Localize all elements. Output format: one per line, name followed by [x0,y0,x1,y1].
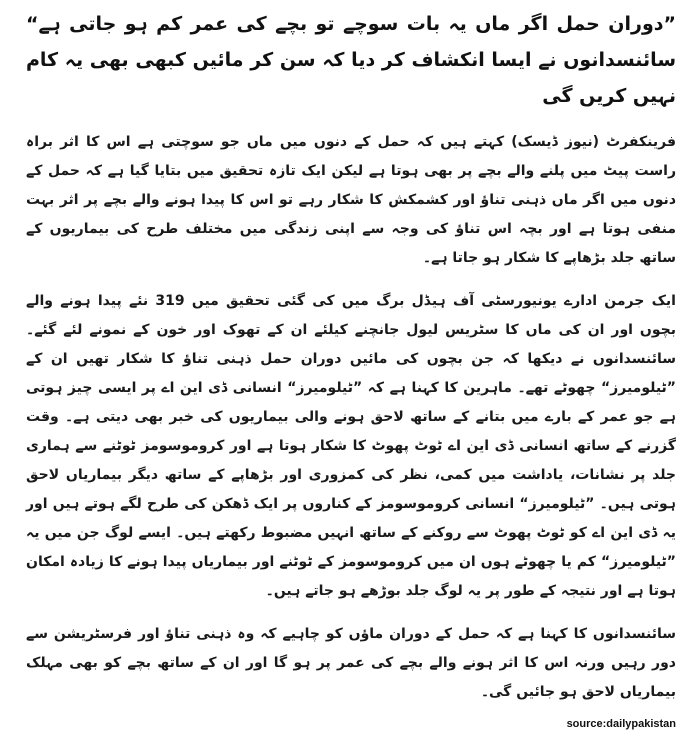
article-paragraph-research: ایک جرمن ادارے یونیورسٹی آف ہیڈل برگ میں کی گئی تحقیق میں 319 نئے پیدا ہونے والے بچوں اور ان کی ماں کا سٹریس لیول جانچنے کیلئے ان کے تھوک اور خون کے نمونے لئے گئے۔ سائنسدانوں نے دیکھا کہ جن بچوں کی مائیں دوران حمل ذہنی تناؤ کا شکار تھیں ان کے ”ٹیلومیرز“ چھوٹے تھے۔ ماہرین کا کہنا ہے کہ ”ٹیلومیرز“ انسانی ڈی این اے پر ایسی چیز ہوتی ہے جو عمر کے بارے میں بتانے کے ساتھ لاحق ہونے والی بیماریوں کی خبر بھی دیتی ہے۔ وقت گزرنے کے ساتھ انسانی ڈی این اے ٹوٹ پھوٹ کا شکار ہوتا ہے اور کروموسومز ٹوٹنے سے ہماری جلد پر نشانات، یاداشت میں کمی، نظر کی کمزوری اور بڑھاپے کے ساتھ دیگر بیماریاں لاحق ہوتی ہیں۔ ”ٹیلومیرز“ انسانی کروموسومز کے کناروں پر ایک ڈھکن کی طرح لگے ہوتے ہیں اور یہ ڈی این اے کو ٹوٹ پھوٹ سے روکنے کے ساتھ انہیں مضبوط رکھتے ہیں۔ ایسے لوگ جن میں یہ ”ٹیلومیرز“ کم یا چھوٹے ہوں ان میں کروموسومز کے ٹوٹنے اور بیماریاں پیدا ہونے کا زیادہ امکان ہوتا ہے اور نتیجہ کے طور پر یہ لوگ جلد بوڑھے ہو جاتے ہیں۔ [26,293,676,599]
article-paragraph-conclusion: سائنسدانوں کا کہنا ہے کہ حمل کے دوران ماؤں کو چاہیے کہ وہ ذہنی تناؤ اور فرسٹریشن سے دور رہیں ورنہ اس کا اثر ہونے والے بچے کی عمر پر ہو گا اور ان کے ساتھ بچے کو بھی مہلک بیماریاں لاحق ہو جائیں گی۔ [26,626,676,700]
article [26,6,676,721]
article-paragraph-intro: فرینکفرٹ (نیوز ڈیسک) کہتے ہیں کہ حمل کے دنوں میں ماں جو سوچتی ہے اس کا اثر براہ راست پیٹ میں پلنے والے بچے پر بھی ہوتا ہے لیکن ایک تازہ تحقیق میں بتایا گیا ہے کہ حمل کے دنوں میں اگر ماں ذہنی تناؤ اور کشمکش کا شکار رہے تو اس کا پیدا ہونے والے بچے پر اثر بہت منفی ہوتا ہے اور بچہ اس تناؤ کی وجہ سے اپنی زندگی میں مختلف طرح کی بیماریوں کے ساتھ جلد بڑھاپے کا شکار ہو جاتا ہے۔ [26,134,676,266]
source-credit: source:dailypakistan [566,718,676,730]
article-headline: ”دوران حمل اگر ماں یہ بات سوچے تو بچے کی عمر کم ہو جاتی ہے“ سائنسدانوں نے ایسا انکشاف کر دیا کہ سن کر مائیں کبھی بھی یہ کام نہیں کریں گی [26,13,676,107]
